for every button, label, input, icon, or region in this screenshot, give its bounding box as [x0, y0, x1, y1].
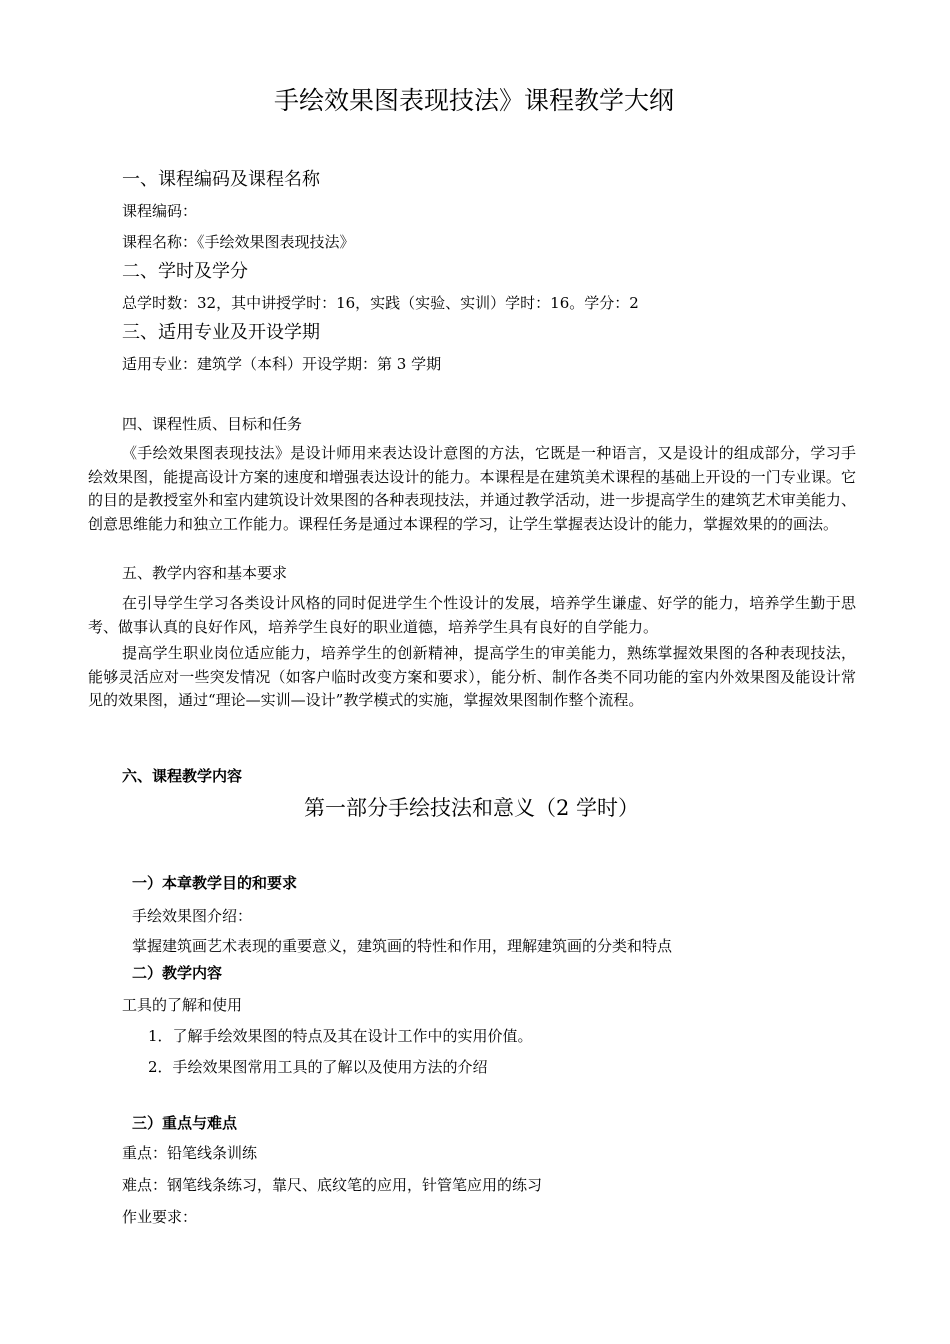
teaching-content-item-2: 2．手绘效果图常用工具的了解以及使用方法的介绍 [148, 1058, 488, 1076]
chapter-goals-heading: 一）本章教学目的和要求 [132, 874, 298, 892]
section-5-heading: 五、教学内容和基本要求 [122, 564, 288, 582]
key-point-line: 重点：铅笔线条训练 [122, 1144, 258, 1162]
section-4-paragraph: 《手绘效果图表现技法》是设计师用来表达设计意图的方法，它既是一种语言，又是设计的组成部分，学习手绘效果图，能提高设计方案的速度和增强表达设计的能力。本课程是在建筑美术课程的基础上开设的一门专业课。它的目的是教授室外和室内建筑设计效果图的各种表现技法，并通过教学活动，进一步提高学生的建筑艺术审美能力、创意思维能力和独立工作能力。课程任务是通过本课程的学习，让学生掌握表达设计的能力，掌握效果的的画法。 [88, 444, 856, 533]
section-1-heading: 一、课程编码及课程名称 [122, 169, 320, 190]
chapter-goals-line-2: 掌握建筑画艺术表现的重要意义，建筑画的特性和作用，理解建筑画的分类和特点 [132, 937, 673, 955]
teaching-content-item-1: 1．了解手绘效果图的特点及其在设计工作中的实用价值。 [148, 1027, 533, 1045]
teaching-content-line: 工具的了解和使用 [122, 996, 243, 1014]
teaching-content-heading: 二）教学内容 [132, 964, 223, 982]
section-6-heading: 六、课程教学内容 [122, 767, 243, 785]
section-3-heading: 三、适用专业及开设学期 [122, 322, 320, 343]
difficulty-line: 难点：钢笔线条练习，靠尺、底纹笔的应用，针管笔应用的练习 [122, 1176, 543, 1194]
chapter-goals-line-1: 手绘效果图介绍： [132, 907, 253, 925]
major-semester-line: 适用专业：建筑学（本科）开设学期：第 3 学期 [122, 355, 442, 373]
section-5-paragraph-1: 在引导学生学习各类设计风格的同时促进学生个性设计的发展，培养学生谦虚、好学的能力，培养学生勤于思考、做事认真的良好作风，培养学生良好的职业道德，培养学生具有良好的自学能力。 [88, 594, 856, 636]
section-4-heading: 四、课程性质、目标和任务 [122, 415, 303, 433]
page-title: 手绘效果图表现技法》课程教学大纲 [274, 86, 675, 115]
section-5-paragraph-2: 提高学生职业岗位适应能力，培养学生的创新精神，提高学生的审美能力，熟练掌握效果图的各种表现技法，能够灵活应对一些突发情况（如客户临时改变方案和要求），能分析、制作各类不同功能的室内外效果图及能设计常见的效果图，通过“理论—实训—设计”教学模式的实施，掌握效果图制作整个流程。 [88, 644, 856, 709]
hours-credits-line: 总学时数：32，其中讲授学时：16，实践（实验、实训）学时：16。学分：2 [122, 294, 639, 312]
section-2-heading: 二、学时及学分 [122, 261, 248, 282]
course-code-line: 课程编码： [122, 202, 198, 220]
course-name-line: 课程名称：《手绘效果图表现技法》 [122, 233, 355, 251]
key-points-heading: 三）重点与难点 [132, 1114, 238, 1132]
part-1-title: 第一部分手绘技法和意义（2 学时） [304, 796, 640, 820]
homework-line: 作业要求： [122, 1208, 198, 1226]
